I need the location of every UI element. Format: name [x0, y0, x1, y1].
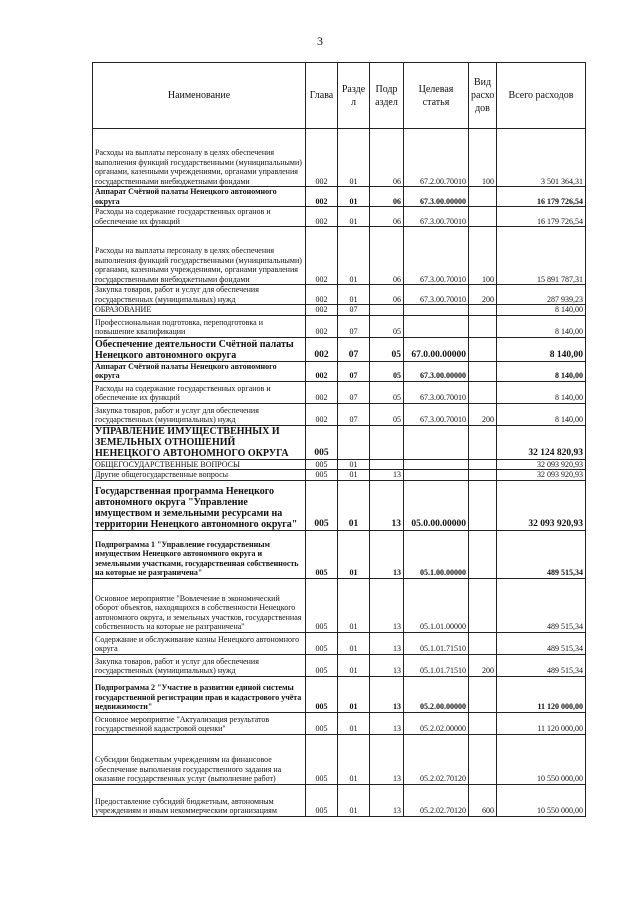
- row-vid: [469, 337, 497, 361]
- row-vid: [469, 459, 497, 470]
- row-podrazdel: 13: [370, 480, 404, 530]
- row-podrazdel: 13: [370, 470, 404, 481]
- table-row: [93, 187, 586, 207]
- row-total: 11 120 000,00: [497, 676, 586, 712]
- col-podrazdel-header: Подр аздел: [370, 63, 404, 129]
- row-glava: 002: [306, 285, 338, 305]
- row-name: Расходы на выплаты персоналу в целях обеспечения выполнения функций государственными (муниципальными) органами, казенными учреждениями, органами управления государственными внебюджетными фондами: [93, 227, 306, 285]
- row-podrazdel: 13: [370, 734, 404, 784]
- row-total: 489 515,34: [497, 654, 586, 676]
- row-podrazdel: 05: [370, 315, 404, 337]
- row-podrazdel: [370, 305, 404, 316]
- table-row: [93, 305, 586, 316]
- row-total: 32 093 920,93: [497, 459, 586, 470]
- table-row: [93, 632, 586, 654]
- row-target: [404, 315, 469, 337]
- row-razdel: 01: [338, 712, 370, 734]
- row-vid: 600: [469, 784, 497, 816]
- table-row: [93, 381, 586, 403]
- row-glava: 005: [306, 480, 338, 530]
- row-podrazdel: 06: [370, 207, 404, 227]
- row-total: 8 140,00: [497, 403, 586, 425]
- table-row: [93, 480, 586, 530]
- row-glava: 005: [306, 712, 338, 734]
- row-vid: [469, 676, 497, 712]
- table-row: [93, 403, 586, 425]
- table-row: [93, 470, 586, 481]
- row-glava: 005: [306, 676, 338, 712]
- row-target: 67.3.00.70010: [404, 403, 469, 425]
- row-glava: 002: [306, 315, 338, 337]
- row-name: Основное мероприятие "Вовлечение в экономический оборот объектов, находящихся в собственности Ненецкого автономного округа, и земельных участков, государственная собственность на которые не разграничена": [93, 578, 306, 632]
- row-name: Другие общегосударственные вопросы: [93, 470, 306, 481]
- row-target: 67.3.00.70010: [404, 227, 469, 285]
- row-total: 8 140,00: [497, 305, 586, 316]
- table-row: [93, 676, 586, 712]
- row-total: 32 093 920,93: [497, 480, 586, 530]
- row-name: Закупка товаров, работ и услуг для обеспечения государственных (муниципальных) нужд: [93, 654, 306, 676]
- row-target: 05.2.02.70120: [404, 784, 469, 816]
- row-razdel: 01: [338, 578, 370, 632]
- row-target: 05.2.02.00000: [404, 712, 469, 734]
- table-row: [93, 129, 586, 187]
- row-glava: 002: [306, 381, 338, 403]
- table-row: [93, 654, 586, 676]
- row-podrazdel: 05: [370, 337, 404, 361]
- row-name: Аппарат Счётной палаты Ненецкого автономного округа: [93, 361, 306, 381]
- table-row: [93, 530, 586, 578]
- row-razdel: 01: [338, 129, 370, 187]
- row-glava: 005: [306, 734, 338, 784]
- row-target: 67.0.00.00000: [404, 337, 469, 361]
- table-row: [93, 459, 586, 470]
- row-podrazdel: 06: [370, 187, 404, 207]
- row-glava: 002: [306, 337, 338, 361]
- row-target: [404, 470, 469, 481]
- row-razdel: 01: [338, 654, 370, 676]
- header-row: [93, 63, 586, 129]
- table-row: [93, 337, 586, 361]
- row-total: 10 550 000,00: [497, 734, 586, 784]
- row-target: [404, 425, 469, 459]
- row-total: 489 515,34: [497, 632, 586, 654]
- row-target: 05.1.00.00000: [404, 530, 469, 578]
- row-razdel: 07: [338, 337, 370, 361]
- row-podrazdel: 13: [370, 712, 404, 734]
- row-vid: [469, 425, 497, 459]
- row-name: Подпрограмма 1 "Управление государственным имуществом Ненецкого автономного округа и земельными участками, государственная собственность на которые не разграничена": [93, 530, 306, 578]
- table-body: [93, 129, 586, 817]
- row-podrazdel: [370, 459, 404, 470]
- row-vid: [469, 632, 497, 654]
- row-podrazdel: 06: [370, 285, 404, 305]
- row-glava: 002: [306, 129, 338, 187]
- budget-table: [92, 62, 586, 817]
- row-total: 287 939,23: [497, 285, 586, 305]
- row-target: 67.3.00.70010: [404, 381, 469, 403]
- row-podrazdel: 06: [370, 227, 404, 285]
- row-razdel: 01: [338, 530, 370, 578]
- row-name: Подпрограмма 2 "Участие в развитии единой системы государственной регистрации прав и кадастрового учёта недвижимости": [93, 676, 306, 712]
- col-razdel-header: Разде л: [338, 63, 370, 129]
- row-vid: [469, 578, 497, 632]
- row-name: Предоставление субсидий бюджетным, автономным учреждениям и иным некоммерческим организациям: [93, 784, 306, 816]
- table-row: [93, 578, 586, 632]
- row-razdel: 01: [338, 632, 370, 654]
- row-vid: 200: [469, 654, 497, 676]
- row-razdel: 01: [338, 207, 370, 227]
- row-podrazdel: 13: [370, 530, 404, 578]
- row-glava: 002: [306, 227, 338, 285]
- row-razdel: 07: [338, 403, 370, 425]
- row-glava: 002: [306, 207, 338, 227]
- table-row: [93, 425, 586, 459]
- row-vid: [469, 712, 497, 734]
- row-target: 67.3.00.00000: [404, 187, 469, 207]
- row-vid: [469, 480, 497, 530]
- row-razdel: 01: [338, 784, 370, 816]
- row-vid: 100: [469, 129, 497, 187]
- row-total: 8 140,00: [497, 337, 586, 361]
- table-row: [93, 361, 586, 381]
- row-vid: [469, 305, 497, 316]
- row-podrazdel: 13: [370, 654, 404, 676]
- row-razdel: 01: [338, 470, 370, 481]
- row-vid: [469, 315, 497, 337]
- row-name: Расходы на выплаты персоналу в целях обеспечения выполнения функций государственными (муниципальными) органами, казенными учреждениями, органами управления государственными внебюджетными фондами: [93, 129, 306, 187]
- row-target: 67.3.00.00000: [404, 361, 469, 381]
- row-total: 489 515,34: [497, 578, 586, 632]
- col-total-header: Всего расходов: [497, 63, 586, 129]
- row-total: 32 124 820,93: [497, 425, 586, 459]
- row-name: Аппарат Счётной палаты Ненецкого автономного округа: [93, 187, 306, 207]
- row-name: Основное мероприятие "Актуализация результатов государственной кадастровой оценки": [93, 712, 306, 734]
- row-vid: [469, 187, 497, 207]
- row-glava: 005: [306, 632, 338, 654]
- row-vid: 100: [469, 227, 497, 285]
- row-total: 8 140,00: [497, 361, 586, 381]
- row-total: 8 140,00: [497, 381, 586, 403]
- row-razdel: 01: [338, 459, 370, 470]
- row-target: 05.1.01.71510: [404, 654, 469, 676]
- row-name: Обеспечение деятельности Счётной палаты Ненецкого автономного округа: [93, 337, 306, 361]
- row-glava: 005: [306, 654, 338, 676]
- row-name: Государственная программа Ненецкого автономного округа "Управление имуществом и земельными ресурсами на территории Ненецкого автономного округа": [93, 480, 306, 530]
- row-podrazdel: 13: [370, 676, 404, 712]
- row-vid: [469, 361, 497, 381]
- row-razdel: 01: [338, 285, 370, 305]
- row-glava: 005: [306, 425, 338, 459]
- row-target: 67.3.00.70010: [404, 285, 469, 305]
- row-razdel: 01: [338, 676, 370, 712]
- row-glava: 005: [306, 578, 338, 632]
- row-name: ОБЩЕГОСУДАРСТВЕННЫЕ ВОПРОСЫ: [93, 459, 306, 470]
- row-target: [404, 305, 469, 316]
- table-row: [93, 734, 586, 784]
- row-razdel: 07: [338, 361, 370, 381]
- row-podrazdel: 05: [370, 381, 404, 403]
- table-row: [93, 784, 586, 816]
- row-name: Профессиональная подготовка, переподготовка и повышение квалификации: [93, 315, 306, 337]
- row-vid: 200: [469, 285, 497, 305]
- row-target: 05.1.01.71510: [404, 632, 469, 654]
- row-podrazdel: 13: [370, 784, 404, 816]
- row-total: 8 140,00: [497, 315, 586, 337]
- row-glava: 002: [306, 361, 338, 381]
- row-glava: 005: [306, 530, 338, 578]
- row-vid: 200: [469, 403, 497, 425]
- row-target: 05.2.02.70120: [404, 734, 469, 784]
- row-glava: 002: [306, 403, 338, 425]
- table-row: [93, 285, 586, 305]
- row-name: Расходы на содержание государственных органов и обеспечение их функций: [93, 207, 306, 227]
- col-target-header: Целевая статья: [404, 63, 469, 129]
- row-name: Содержание и обслуживание казны Ненецкого автономного округа: [93, 632, 306, 654]
- row-vid: [469, 530, 497, 578]
- row-podrazdel: 06: [370, 129, 404, 187]
- page-number: 3: [317, 34, 323, 48]
- row-glava: 005: [306, 784, 338, 816]
- row-total: 11 120 000,00: [497, 712, 586, 734]
- row-name: ОБРАЗОВАНИЕ: [93, 305, 306, 316]
- row-total: 10 550 000,00: [497, 784, 586, 816]
- row-total: 489 515,34: [497, 530, 586, 578]
- table-row: [93, 207, 586, 227]
- row-razdel: 01: [338, 734, 370, 784]
- row-name: Закупка товаров, работ и услуг для обеспечения государственных (муниципальных) нужд: [93, 285, 306, 305]
- col-name-header: Наименование: [93, 63, 306, 129]
- row-total: 32 093 920,93: [497, 470, 586, 481]
- row-target: 67.3.00.70010: [404, 207, 469, 227]
- row-razdel: 01: [338, 187, 370, 207]
- row-razdel: [338, 425, 370, 459]
- row-podrazdel: 05: [370, 403, 404, 425]
- table-row: [93, 227, 586, 285]
- table-row: [93, 712, 586, 734]
- row-vid: [469, 470, 497, 481]
- row-vid: [469, 207, 497, 227]
- row-total: 16 179 726,54: [497, 187, 586, 207]
- row-total: 16 179 726,54: [497, 207, 586, 227]
- row-razdel: 07: [338, 315, 370, 337]
- row-razdel: 07: [338, 381, 370, 403]
- row-name: Субсидии бюджетным учреждениям на финансовое обеспечение выполнения государственного задания на оказание государственных услуг (выполнение работ): [93, 734, 306, 784]
- row-target: 05.0.00.00000: [404, 480, 469, 530]
- row-glava: 002: [306, 305, 338, 316]
- row-glava: 005: [306, 470, 338, 481]
- row-total: 15 891 787,31: [497, 227, 586, 285]
- row-podrazdel: 13: [370, 578, 404, 632]
- row-razdel: 01: [338, 480, 370, 530]
- row-vid: [469, 381, 497, 403]
- row-total: 3 501 364,31: [497, 129, 586, 187]
- row-target: 67.2.00.70010: [404, 129, 469, 187]
- row-glava: 002: [306, 187, 338, 207]
- row-target: [404, 459, 469, 470]
- row-razdel: 07: [338, 305, 370, 316]
- row-podrazdel: 05: [370, 361, 404, 381]
- table-row: [93, 315, 586, 337]
- row-glava: 005: [306, 459, 338, 470]
- col-vid-header: Вид расхо дов: [469, 63, 497, 129]
- row-name: Расходы на содержание государственных органов и обеспечение их функций: [93, 381, 306, 403]
- row-target: 05.1.01.00000: [404, 578, 469, 632]
- row-podrazdel: [370, 425, 404, 459]
- row-name: Закупка товаров, работ и услуг для обеспечения государственных (муниципальных) нужд: [93, 403, 306, 425]
- row-name: УПРАВЛЕНИЕ ИМУЩЕСТВЕННЫХ И ЗЕМЕЛЬНЫХ ОТНОШЕНИЙ НЕНЕЦКОГО АВТОНОМНОГО ОКРУГА: [93, 425, 306, 459]
- row-podrazdel: 13: [370, 632, 404, 654]
- row-vid: [469, 734, 497, 784]
- row-razdel: 01: [338, 227, 370, 285]
- row-target: 05.2.00.00000: [404, 676, 469, 712]
- col-glava-header: Глава: [306, 63, 338, 129]
